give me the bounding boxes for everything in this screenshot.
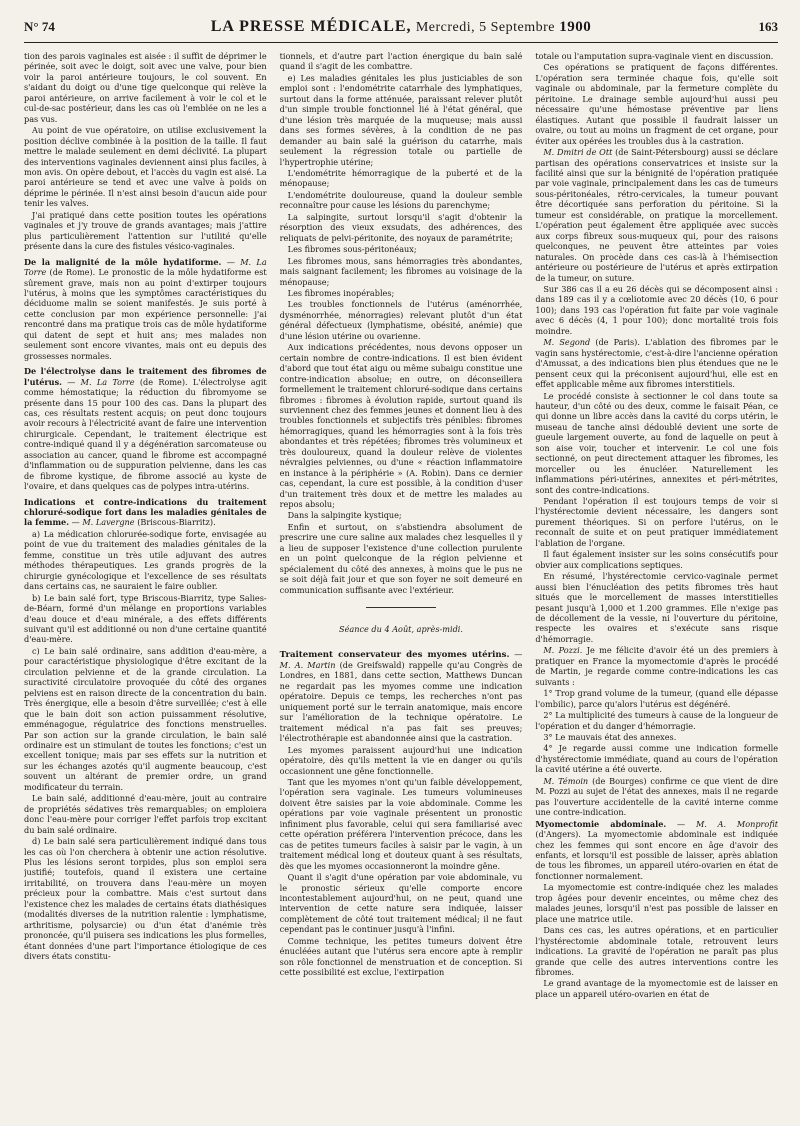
section-mole-hydatiforme: De la malignité de la môle hydatiforme. — M. La Torre (de Rome). Le pronostic de la môle hydatiforme est sûrement grave, mais non au point d'extirper toujours l'utérus, à moins que les symptômes caractéristiques du déciduome malin se soient manifestés. Je suis porté à cette conclusion par mon expérience personnelle: j'ai rencontré dans ma pratique trois cas de môle hydatiforme qui datent de sept et huit ans; mes malades non seulement sont encore vivantes, mais ont eu depuis des grossesses normales. bbox=[24, 256, 267, 361]
section-text: confirme ce que vient de dire M. Pozzi au sujet de l'état des annexes, mais il ne regarde pas l'ouverture accidentelle de la cavité interne comme une contre-indication. bbox=[535, 775, 778, 818]
section-title: De la malignité de la môle hydatiforme. bbox=[24, 256, 222, 267]
paragraph-temoin bbox=[535, 776, 778, 818]
page-header bbox=[24, 18, 778, 43]
page-folio: 163 bbox=[758, 19, 778, 34]
paragraph: J'ai pratiqué dans cette position toutes les opérations vaginales et j'y trouve de grands avantages; mais j'attire plus particulièrement l'attention sur l'utilité qu'elle présente dans la cure des fistules vésico-vaginales. bbox=[24, 209, 267, 252]
section-author: M. Dmitri de Ott bbox=[543, 147, 613, 158]
paragraph: Le bain salé, additionné d'eau-mère, jouit au contraire de propriétés sédatives très remarquables; on emploiera donc l'eau-mère pour corriger l'effet parfois trop excitant du bain salé ordinaire. bbox=[24, 793, 267, 835]
paragraph: b) Le bain salé fort, type Briscous-Biarritz, type Salies-de-Béarn, formé d'un mélange en proportions variables d'eau douce et d'eau minérale, a des effets différents suivant qu'il est additionné ou non d'une certaine quantité d'eau-mère. bbox=[24, 592, 267, 645]
paragraph: Au point de vue opératoire, on utilise exclusivement la position déclive combinée à la position de la taille. Il faut mettre le malade seulement en demi déclivité. La plupart des interventions vaginales deviennent ainsi plus faciles, à mon avis. On opère debout, et l'accès du vagin est aisé. La paroi antérieure se tend et avec une valve à poids on déprime le périnée. Il n'est ainsi besoin d'aucun aide pour tenir les valves. bbox=[24, 125, 267, 209]
section-text: aussi se déclare partisan des opérations conservatrices et insiste sur la facilité ainsi que sur la bénignité de l'opération pratiquée par voie vaginale, principalement dans les cas de tumeurs sous-péritonéales, rétro-cervicales, la tumeur pouvant être décortiquée sans perforation du péritoine. Si la tumeur est considérable, on pratique la morcellement. L'opération peut également être appliquée avec succès aux corps fibreux sous-muqueux qui, pour des raisons quelconques, ne peuvent être atteintes par voies naturales. On procède dans ces cas-là à l'hémisection antérieure ou postérieure de l'utérus et après extirpation de la tumeur, on suture. bbox=[535, 147, 778, 283]
section-title: Indications et contre-indications du traitement chloruré-sodique fort dans les maladies génitales de la femme. bbox=[24, 496, 267, 528]
paragraph: tion des parois vaginales est aisée : il suffit de déprimer le périnée, soit avec le doigt, soit avec une valve, pour bien voir la paroi antérieure toujours, le col souvent. En s'aidant du doigt ou d'une tige quelconque qui relève la paroi antérieure, on arrive facilement à voir le col et le cul-de-sac postérieur, dans les cas où l'emblée on ne les a pas vus. bbox=[24, 51, 267, 124]
paragraph: c) Le bain salé ordinaire, sans addition d'eau-mère, a pour caractéristique physiologique d'être excitant de la circulation pelvienne et de la grande circulation. La suractivité circulatoire provoquée du côté des organes pelviens est en raison directe de la concentration du bain. Très énergique, elle a besoin d'être surveillée; c'est à elle que le bain doit son action puissamment résolutive, emménagogue, régulatrice des fonctions menstruelles. Par son action sur la grande circulation, le bain salé ordinaire est un stimulant de toutes les fonctions; c'est un excellent tonique; mais par ses effets sur la nutrition et sur les échanges azotés qu'il augmente beaucoup, c'est souvent un altérant de premier ordre, un grand modificateur du terrain. bbox=[24, 645, 267, 792]
paragraph: Le procédé consiste à sectionner le col dans toute sa hauteur, d'un côté ou des deux, comme le faisait Péan, ce qui donne un libre accès dans la cavité du corps utérin, le museau de tanche ainsi dédoublé devient une sorte de gueule largement ouverte, au fond de laquelle on peut à son aise voir, toucher et intervenir. Le col une fois sectionné, on peut directement attaquer les fibromes, les morceller ou les énucléer. Naturellement les inflammations péri-utérines, annexites et péri-métrites, sont des contre-indications. bbox=[535, 390, 778, 495]
paragraph: Sur 386 cas il a eu 26 décès qui se décomposent ainsi : dans 189 cas il y a cœliotomie avec 20 décès (10, 6 pour 100); dans 193 cas l'opération fut faite par voie vaginale avec 6 décès (4, 1 pour 100); donc mortalité trois fois moindre. bbox=[535, 283, 778, 336]
paragraph: Les fibromes mous, sans hémorragies très abondantes, mais saignant facilement; les fibromes au voisinage de la ménopause; bbox=[279, 255, 523, 287]
paragraph-pozzi bbox=[535, 645, 778, 687]
list-item: 2° La multiplicité des tumeurs à cause de la longueur de l'opération et du danger d'hémorragie. bbox=[535, 710, 778, 731]
section-author: M. Pozzi. bbox=[543, 645, 583, 656]
paragraph: Le grand avantage de la myomectomie est de laisser en place un appareil utéro-ovarien en état de bbox=[535, 978, 778, 999]
section-author-city: (de Greifswald) bbox=[339, 660, 405, 671]
section-text: La myomectomie abdominale est indiquée chez les femmes qui sont encore en âge d'avoir des enfants, et lorsqu'il est possible de laisser, après ablation de tous les fibromes, un appareil utéro-ovarien en état de fonctionner normalement. bbox=[535, 829, 778, 881]
paragraph: e) Les maladies génitales les plus justiciables de son emploi sont : l'endométrite catarrhale des lymphatiques, surtout dans la forme atténuée, paraissant relever plutôt d'un simple trouble fonctionnel lié à l'état général, que d'une lésion très marquée de la muqueuse; mais aussi dans ses formes sévères, à la condition de ne pas demander au bain salé la guérison du catarrhe, mais seulement la régression totale ou partielle de l'hypertrophie utérine; bbox=[279, 72, 523, 167]
issue-number: N° 74 bbox=[24, 19, 55, 34]
paragraph: Les troubles fonctionnels de l'utérus (aménorrhée, dysménorrhée, ménorragies) relevant plutôt d'un état général défectueux (lymphatisme, obésité, anémie) que d'une lésion utérine ou ovarienne. bbox=[279, 299, 523, 341]
paragraph: Ces opérations se pratiquent de façons différentes. L'opération sera terminée chaque fois, qu'elle soit vaginale ou abdominale, par la fermeture complète du péritoine. Le drainage semble aujourd'hui aussi peu nécessaire qu'une hémostase préventive par liens élastiques. Autant que possible il faudrait laisser un ovaire, ou tout au moins un fragment de cet organe, pour éviter aux opérées les troubles dus à la castration. bbox=[535, 62, 778, 146]
journal-title-line bbox=[211, 18, 592, 36]
journal-title: LA PRESSE MÉDICALE, bbox=[210, 18, 412, 35]
list-item: 1° Trop grand volume de la tumeur, (quand elle dépasse l'ombilic), parce qu'alors l'utérus est dégénéré. bbox=[535, 688, 778, 709]
column-2 bbox=[280, 51, 523, 1126]
paragraph: L'endométrite douloureuse, quand la douleur semble reconnaître pour cause les lésions du parenchyme; bbox=[279, 189, 523, 211]
paragraph: Aux indications précédentes, nous devons opposer un certain nombre de contre-indications. Il est bien évident d'abord que tout état aigu ou même subaigu constitue une contre-indication absolue; en outre, on déconseillera formellement le traitement chloruré-sodique dans certains fibromes : fibromes à évolution rapide, surtout quand ils surviennent chez des femmes jeunes et donnent lieu à des troubles fonctionnels et subjectifs très pénibles: fibromes hémorragiques, quand les hémorragies sont à la fois très abondantes et très répétées; fibromes très volumineux et très douloureux, quand la douleur relève de violentes névralgies pelviennes, ou d'une « réaction inflammatoire en instance à la périphérie » (A. Robin). Dans ce dernier cas, cependant, la cure est possible, à la condition d'user d'un traitement très doux et de mettre les malades au repos absolu; bbox=[279, 342, 523, 510]
section-divider bbox=[366, 607, 436, 608]
section-author-city: (de Bourges) bbox=[592, 775, 647, 786]
section-text: Le pronostic de la môle hydatiforme est sûrement grave, mais non au point d'extirper toujours l'utérus, à moins que les symptômes caractéristiques du déciduome malin se soient manifestés. Je suis porté à cette conclusion par mon expérience personnelle: j'ai rencontré dans ma pratique trois cas de môle hydatiforme qui datent de sept et huit ans; mes malades non seulement sont encore vivantes, mais ont eu depuis des grossesses normales. bbox=[24, 267, 267, 361]
section-author: M. La Torre bbox=[80, 376, 135, 387]
section-electrolyse: De l'électrolyse dans le traitement des fibromes de l'utérus. — M. La Torre (de Rome). L'électrolyse agit comme hémostatique; la réduction du fibromyome se présente dans 15 pour 100 des cas. Dans la plupart des cas, ces résultats restent acquis; on peut donc toujours avoir recours à l'électricité avant de faire une intervention chirurgicale. Cependant, le traitement électrique est contre-indiqué quand il y a dégénération sarcomateuse ou association au cancer, quand le fibrome est accompagné d'inflammation ou de suppuration pelvienne, dans les cas de fibrome kystique, de fibrome associé au kyste de l'ovaire, et dans quelques cas de polypes intra-utérins. bbox=[24, 366, 267, 492]
paragraph-ott bbox=[535, 147, 778, 283]
section-author-city: (d'Angers). bbox=[535, 829, 581, 840]
section-author: M. A. Monprofit bbox=[695, 818, 778, 829]
section-chlorure-sodique: Indications et contre-indications du traitement chloruré-sodique fort dans les maladies génitales de la femme. — M. Lavergne (Briscous-Biarritz). bbox=[24, 496, 267, 528]
paragraph: Dans la salpingite kystique; bbox=[287, 510, 402, 521]
paragraph: a) La médication chlorurée-sodique forte, envisagée au point de vue du traitement des maladies génitales de la femme, constitue un très utile adjuvant des autres méthodes thérapeutiques. Les grands progrès de la chirurgie gynécologique et l'excellence de ses résultats dans certains cas, ne sauraient le faire oublier. bbox=[24, 528, 267, 592]
paragraph: Tant que les myomes n'ont qu'un faible développement, l'opération sera vaginale. Les tumeurs volumineuses doivent être saisies par la voie abdominale. Comme les opérations par voie vaginale présentent un pronostic infiniment plus favorable, celui qui sera familiarisé avec cette opération préférera l'intervention précoce, dans les cas de petites tumeurs faciles à saisir par le vagin, à un traitement médical long et douteux quant à ses résultats, dès que les myomes occasionneront la moindre gêne. bbox=[279, 777, 523, 871]
section-author-city: (Briscous-Biarritz). bbox=[137, 517, 216, 528]
issue-date: Mercredi, 5 Septembre bbox=[415, 20, 555, 35]
section-author-city: (de Saint-Pétersbourg) bbox=[615, 147, 709, 158]
paragraph: d) Le bain salé sera particulièrement indiqué dans tous les cas où l'on cherchera à obtenir une action résolutive. Plus les lésions seront torpides, plus son emploi sera justifié; toutefois, quand il existera une certaine irritabilité, on trouvera dans l'eau-mère un moyen précieux pour la combattre. Mais c'est surtout dans l'existence chez les malades de certains états diathésiques (modalités diverses de la nutrition ralentie : lymphatisme, arthritisme, polysarcie) ou d'un état d'anémie très prononcée, qu'il puisera ses indications les plus formelles, étant données d'une part l'importance étiologique de ces divers états constitu- bbox=[24, 836, 267, 962]
section-myomes-uterins: Traitement conservateur des myomes utérins. — M. A. Martin (de Greifswald) rappelle qu'au Congrès de Londres, en 1881, dans cette section, Matthews Duncan ne regardait pas les myomes comme une indication opératoire. Depuis ce temps, les recherches n'ont pas uniquement porté sur le terrain anatomique, mais encore sur l'amélioration de la technique opératoire. Le traitement médical n'a pas fait ses preuves; l'électrothérapie est abandonnée ainsi que la castration. bbox=[279, 648, 523, 744]
section-title: De l'électrolyse dans le traitement des fibromes de l'utérus. bbox=[24, 366, 267, 387]
list-item: 3° Le mauvais état des annexes. bbox=[543, 732, 677, 742]
paragraph: totale ou l'amputation supra-vaginale vient en discussion. bbox=[535, 51, 774, 61]
column-1 bbox=[24, 51, 267, 1126]
section-title: Traitement conservateur des myomes utérins. bbox=[279, 649, 510, 660]
paragraph: Dans ces cas, les autres opérations, et en particulier l'hystérectomie abdominale totale, retrouvent leurs indications. La gravité de l'opération ne paraît pas plus grande que celle des autres interventions contre les fibromes. bbox=[535, 925, 778, 977]
paragraph: Les myomes paraissent aujourd'hui une indication opératoire, dès qu'ils mettent la vie en danger ou qu'ils occasionnent une gêne fonctionnelle. bbox=[279, 744, 523, 776]
section-text: L'électrolyse agit comme hémostatique; la réduction du fibromyome se présente dans 15 pour 100 des cas. Dans la plupart des cas, ces résultats restent acquis; on peut donc toujours avoir recours à l'électricité avant de faire une intervention chirurgicale. Cependant, le traitement électrique est contre-indiqué quand il y a dégénération sarcomateuse ou association au cancer, quand le fibrome est accompagné d'inflammation ou de suppuration pelvienne, dans les cas de fibrome kystique, de fibrome associé au kyste de l'ovaire, et dans quelques cas de polypes intra-utérins. bbox=[24, 376, 267, 492]
paragraph-segond bbox=[535, 337, 778, 389]
section-myomectomie-abdominale: Myomectomie abdominale. — M. A. Monprofit (d'Angers). La myomectomie abdominale est indiquée chez les femmes qui sont encore en âge d'avoir des enfants, et lorsqu'il est possible de laisser, après ablation de tous les fibromes, un appareil utéro-ovarien en état de fonctionner normalement. bbox=[535, 818, 778, 881]
section-author: M. La Torre bbox=[24, 256, 267, 278]
text-columns bbox=[24, 51, 778, 1126]
session-heading: Séance du 4 Août, après-midi. bbox=[339, 624, 463, 635]
section-author-city: (de Paris). bbox=[595, 337, 640, 348]
section-text: L'ablation des fibromes par le vagin sans hystérectomie, c'est-à-dire l'ancienne opération d'Amussat, a des indications bien plus étendues que ne le pensent ceux qui la préconisent aujourd'hui, elle est en effet applicable même aux fibromes interstitiels. bbox=[535, 337, 778, 390]
paragraph: Comme technique, les petites tumeurs doivent être énucléées autant que l'utérus sera encore apte à remplir son rôle fonctionnel de menstruation et de conception. Si cette possibilité est exclue, l'extirpation bbox=[279, 935, 523, 978]
paragraph: Il faut également insister sur les soins consécutifs pour obvier aux complications septiques. bbox=[535, 549, 778, 570]
section-author: M. Témoin bbox=[543, 775, 589, 786]
section-author-city: (de Rome). bbox=[139, 376, 188, 387]
paragraph: En résumé, l'hystérectomie cervico-vaginale permet aussi bien l'énucléation des petits fibromes très haut situés que le morcellement de masses interstitielles pesant jusqu'à 1,000 et 1.200 grammes. Elle n'exige pas de décollement de la vessie, ni l'ouverture du péritoine, respecte les ovaires et s'exécute sans risque d'hémorragie. bbox=[535, 571, 778, 644]
list-item: 4° Je regarde aussi comme une indication formelle d'hystérectomie immédiate, quand au cours de l'opération la cavité utérine a été ouverte. bbox=[535, 743, 778, 775]
paragraph: Pendant l'opération il est toujours temps de voir si l'hystérectomie devient nécessaire, les dangers sont purement théoriques. Si on perfore l'utérus, on le reconnaît de suite et on peut pratiquer immédiatement l'ablation de l'organe. bbox=[535, 496, 778, 548]
paragraph: La myomectomie est contre-indiquée chez les malades trop âgées pour devenir enceintes, ou même chez des malades jeunes, lorsqu'il n'est pas possible de laisser en place une matrice utile. bbox=[535, 882, 778, 924]
column-3 bbox=[535, 51, 778, 1126]
paragraph: tionnels, et d'autre part l'action énergique du bain salé quand il s'agit de les combattre. bbox=[279, 51, 523, 72]
section-text: rappelle qu'au Congrès de Londres, en 1881, dans cette section, Matthews Duncan ne regardait pas les myomes comme une indication opératoire. Depuis ce temps, les recherches n'ont pas uniquement porté sur le terrain anatomique, mais encore sur l'amélioration de la technique opératoire. Le traitement médical n'a pas fait ses preuves; l'électrothérapie est abandonnée ainsi que la castration. bbox=[279, 660, 523, 744]
section-author: M. Lavergne bbox=[82, 517, 135, 528]
section-text: Je me félicite d'avoir été un des premiers à pratiquer en France la myomectomie d'après le procédé de Martin, je regarde comme contre-indications les cas suivants : bbox=[535, 645, 778, 687]
section-author-city: (de Rome). bbox=[49, 267, 96, 278]
paragraph: Les fibromes sous-péritonéaux; bbox=[287, 244, 417, 255]
paragraph: Enfin et surtout, on s'abstiendra absolument de prescrire une cure saline aux malades chez lesquelles il y a lieu de supposer l'existence d'une collection purulente en un point quelconque de la région pelvienne et spécialement du côté des annexes, à moins que le pus ne se soit déjà fait jour et que son foyer ne soit demeuré en communication suffisante avec l'extérieur. bbox=[279, 521, 523, 595]
paragraph: Quant il s'agit d'une opération par voie abdominale, vu le pronostic sérieux qu'elle comporte encore incontestablement aujourd'hui, on ne peut, quand une intervention de cette nature sera indiquée, laisser complètement de côté tout traitement médical; il ne faut cependant pas le continuer jusqu'à l'infini. bbox=[279, 872, 523, 935]
issue-year: 1900 bbox=[559, 19, 592, 35]
section-title: Myomectomie abdominale. bbox=[535, 818, 667, 829]
paragraph: La salpingite, surtout lorsqu'il s'agit d'obtenir la résorption des vieux exsudats, des adhérences, des reliquats de pelvi-péritonite, des noyaux de paramétrite; bbox=[279, 211, 523, 243]
section-author: M. Segond bbox=[543, 337, 591, 348]
section-author: M. A. Martin bbox=[279, 660, 336, 671]
paragraph: Les fibromes inopérables; bbox=[287, 287, 395, 298]
paragraph: L'endométrite hémorragique de la puberté et de la ménopause; bbox=[279, 167, 523, 189]
